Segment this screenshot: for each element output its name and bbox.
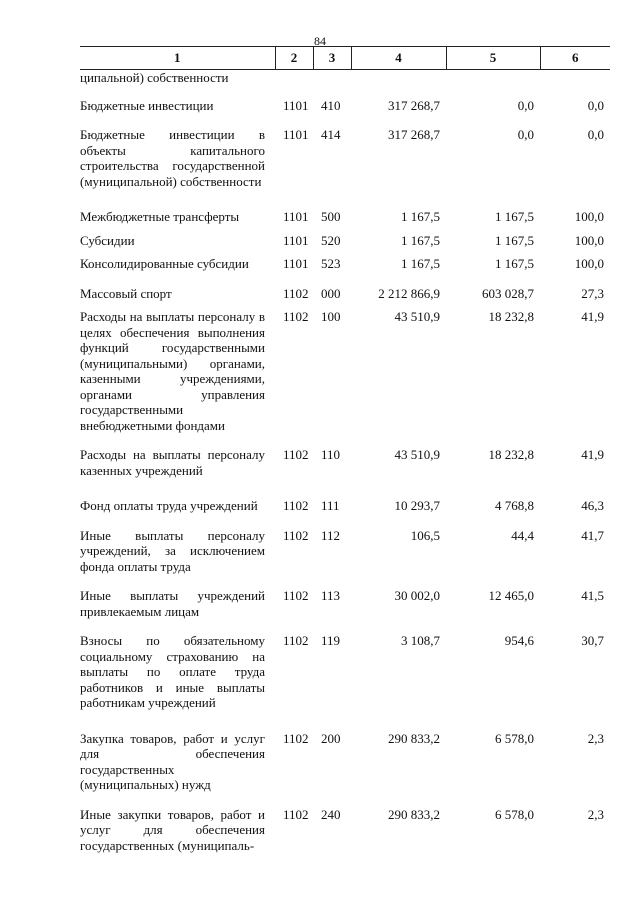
row-name: Бюджетные инвестиции в объекты капитального строительства государственной (муниципальной) собственности [80, 127, 265, 189]
row-actual-value: 6 578,0 [495, 806, 534, 822]
row-plan-value: 2 212 866,9 [378, 285, 440, 301]
row-name: Бюджетные инвестиции [80, 97, 214, 113]
row-name: Субсидии [80, 232, 135, 248]
row-name: Консолидированные субсидии [80, 256, 249, 271]
row-section-code: 1102 [283, 806, 309, 822]
column-header-6: 6 [540, 47, 610, 70]
row-plan-value: 10 293,7 [394, 498, 440, 513]
row-section-code: 1102 [283, 588, 309, 603]
table-header-row [80, 47, 610, 70]
row-expense-type: 100 [321, 309, 341, 324]
row-expense-type: 500 [321, 209, 341, 224]
row-section-code: 1101 [283, 127, 309, 142]
row-section-code: 1101 [283, 209, 309, 224]
row-percent-value: 100,0 [574, 232, 604, 248]
row-name: Закупка товаров, работ и услуг для обеспечения государственных (муниципальных) нужд [80, 730, 265, 792]
row-name: Фонд оплаты труда учреждений [80, 498, 258, 513]
table-row [80, 498, 610, 528]
row-actual-value: 1 167,5 [495, 209, 534, 224]
row-name: Иные выплаты учреждений привлекаемым лицам [80, 588, 265, 619]
row-percent-value: 100,0 [574, 209, 604, 224]
row-actual-value: 4 768,8 [495, 498, 534, 513]
row-percent-value: 0,0 [587, 127, 604, 142]
row-expense-type: 200 [321, 730, 341, 746]
table-row [80, 447, 610, 498]
row-name: Расходы на выплаты персоналу казенных учреждений [80, 447, 265, 478]
row-actual-value: 1 167,5 [495, 232, 534, 248]
row-plan-value: 1 167,5 [401, 232, 440, 248]
column-header-1: 1 [80, 47, 275, 70]
row-expense-type: 112 [321, 527, 341, 543]
column-header-5: 5 [446, 47, 540, 70]
row-percent-value: 2,3 [587, 806, 604, 822]
row-section-code: 1102 [283, 633, 309, 648]
row-section-code: 1102 [283, 730, 309, 746]
row-section-code: 1101 [283, 97, 309, 113]
row-expense-type: 414 [321, 127, 341, 142]
row-expense-type: 110 [321, 447, 341, 462]
row-plan-value: 43 510,9 [394, 309, 440, 324]
row-expense-type: 111 [321, 498, 340, 513]
row-name: Взносы по обязательному социальному страхованию на выплаты по оплате труда работников и иные выплаты работникам учреждений [80, 633, 265, 710]
row-section-code: 1102 [283, 285, 309, 301]
row-name: Иные выплаты персоналу учреждений, за исключением фонда оплаты труда [80, 527, 265, 574]
row-plan-value: 106,5 [410, 527, 440, 543]
row-actual-value: 603 028,7 [482, 285, 534, 301]
row-actual-value: 0,0 [517, 97, 534, 113]
row-plan-value: 1 167,5 [401, 256, 440, 271]
column-header-2: 2 [275, 47, 313, 70]
budget-table-wrapper [80, 46, 610, 853]
row-section-code: 1101 [283, 256, 309, 271]
row-actual-value: 18 232,8 [488, 309, 534, 324]
row-section-code: 1102 [283, 527, 309, 543]
row-expense-type: 119 [321, 633, 341, 648]
row-expense-type: 113 [321, 588, 341, 603]
row-percent-value: 41,5 [581, 588, 604, 603]
row-percent-value: 41,9 [581, 309, 604, 324]
table-row [80, 286, 610, 310]
row-expense-type: 240 [321, 806, 341, 822]
row-plan-value: 43 510,9 [394, 447, 440, 462]
row-name: Межбюджетные трансферты [80, 209, 240, 224]
table-row [80, 633, 610, 731]
row-actual-value: 6 578,0 [495, 730, 534, 746]
row-percent-value: 27,3 [581, 285, 604, 301]
table-row [80, 731, 610, 807]
table-row [80, 807, 610, 854]
row-percent-value: 0,0 [587, 97, 604, 113]
row-actual-value: 1 167,5 [495, 256, 534, 271]
row-section-code: 1102 [283, 498, 309, 513]
row-percent-value: 2,3 [587, 730, 604, 746]
row-percent-value: 100,0 [574, 256, 604, 271]
row-percent-value: 46,3 [581, 498, 604, 513]
table-row [80, 127, 610, 209]
continuation-text: ципальной) собственности [80, 70, 229, 85]
table-row [80, 233, 610, 257]
row-percent-value: 41,7 [581, 527, 604, 543]
row-plan-value: 317 268,7 [388, 97, 440, 113]
row-actual-value: 44,4 [511, 527, 534, 543]
row-section-code: 1102 [283, 309, 309, 324]
table-row [80, 588, 610, 633]
table-row [80, 98, 610, 128]
column-header-4: 4 [351, 47, 446, 70]
row-actual-value: 954,6 [504, 633, 534, 648]
row-percent-value: 30,7 [581, 633, 604, 648]
table-row [80, 256, 610, 286]
row-name: Массовый спорт [80, 285, 172, 301]
row-plan-value: 290 833,2 [388, 730, 440, 746]
row-section-code: 1101 [283, 232, 309, 248]
row-name: Расходы на выплаты персоналу в целях обеспечения выполнения функций государственными (муниципальными) органами, казенными учреждениями, органами управления государственными внебюджетными фондами [80, 309, 265, 433]
table-row [80, 309, 610, 447]
row-actual-value: 18 232,8 [488, 447, 534, 462]
page-number: 84 [314, 34, 326, 48]
row-name: Иные закупки товаров, работ и услуг для обеспечения государственных (муниципаль- [80, 806, 265, 853]
table-row [80, 209, 610, 233]
continuation-row [80, 70, 610, 98]
row-actual-value: 0,0 [517, 127, 534, 142]
column-header-3: 3 [313, 47, 351, 70]
row-expense-type: 000 [321, 285, 341, 301]
row-plan-value: 3 108,7 [401, 633, 440, 648]
row-section-code: 1102 [283, 447, 309, 462]
table-row [80, 528, 610, 589]
row-actual-value: 12 465,0 [488, 588, 534, 603]
row-plan-value: 1 167,5 [401, 209, 440, 224]
budget-table [80, 46, 610, 853]
row-plan-value: 317 268,7 [388, 127, 440, 142]
row-percent-value: 41,9 [581, 447, 604, 462]
row-expense-type: 410 [321, 97, 341, 113]
row-plan-value: 290 833,2 [388, 806, 440, 822]
row-plan-value: 30 002,0 [394, 588, 440, 603]
row-expense-type: 523 [321, 256, 341, 271]
row-expense-type: 520 [321, 232, 341, 248]
